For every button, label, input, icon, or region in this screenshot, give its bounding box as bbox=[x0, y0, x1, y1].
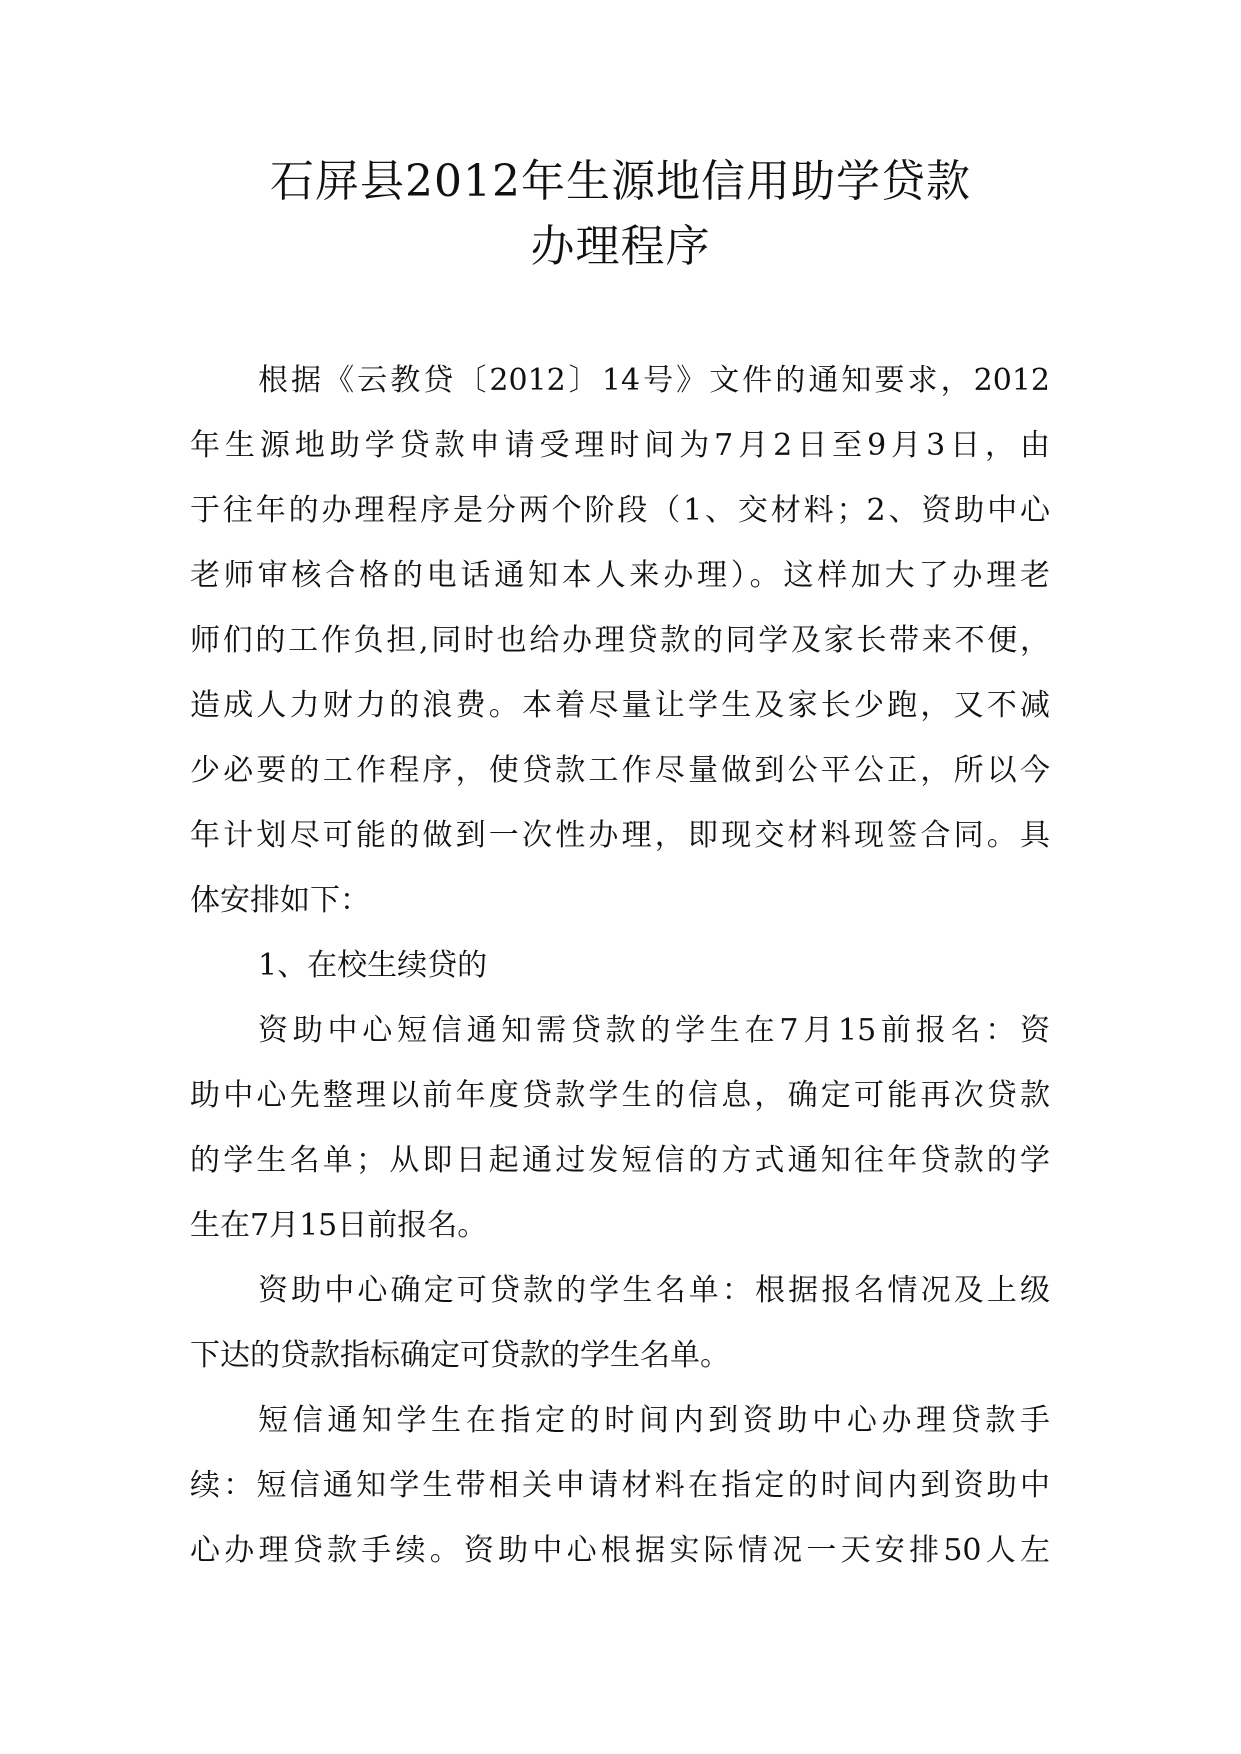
section-heading: 1、在校生续贷的 bbox=[258, 948, 488, 983]
text-line: 体安排如下： bbox=[190, 883, 370, 918]
text-line: 生在7月15日前报名。 bbox=[190, 1208, 488, 1243]
text-line: 短信通知学生在指定的时间内到资助中心办理贷款手 bbox=[258, 1403, 1050, 1438]
document-title-line-1: 石屏县2012年生源地信用助学贷款 bbox=[270, 156, 971, 207]
text-line: 老师审核合格的电话通知本人来办理）。这样加大了办理老 bbox=[190, 558, 1050, 593]
text-line: 师们的工作负担,同时也给办理贷款的同学及家长带来不便， bbox=[190, 623, 1050, 658]
text-line: 造成人力财力的浪费。本着尽量让学生及家长少跑，又不减 bbox=[190, 688, 1050, 723]
text-line: 年生源地助学贷款申请受理时间为7月2日至9月3日，由 bbox=[190, 428, 1050, 463]
text-line: 助中心先整理以前年度贷款学生的信息，确定可能再次贷款 bbox=[190, 1078, 1050, 1113]
text-line: 资助中心确定可贷款的学生名单：根据报名情况及上级 bbox=[258, 1273, 1050, 1308]
text-line: 资助中心短信通知需贷款的学生在7月15前报名：资 bbox=[258, 1013, 1050, 1048]
document-title-line-2: 办理程序 bbox=[530, 221, 711, 272]
text-line: 的学生名单；从即日起通过发短信的方式通知往年贷款的学 bbox=[190, 1143, 1050, 1178]
document-body bbox=[190, 355, 1050, 1590]
text-line: 续：短信通知学生带相关申请材料在指定的时间内到资助中 bbox=[190, 1468, 1050, 1503]
text-line: 心办理贷款手续。资助中心根据实际情况一天安排50人左 bbox=[190, 1533, 1050, 1568]
text-line: 年计划尽可能的做到一次性办理，即现交材料现签合同。具 bbox=[190, 818, 1050, 853]
text-line: 于往年的办理程序是分两个阶段（1、交材料；2、资助中心 bbox=[190, 493, 1050, 528]
text-line: 根据《云教贷〔2012〕14号》文件的通知要求，2012 bbox=[258, 363, 1050, 398]
text-line: 下达的贷款指标确定可贷款的学生名单。 bbox=[190, 1338, 730, 1373]
text-line: 少必要的工作程序，使贷款工作尽量做到公平公正，所以今 bbox=[190, 753, 1050, 788]
